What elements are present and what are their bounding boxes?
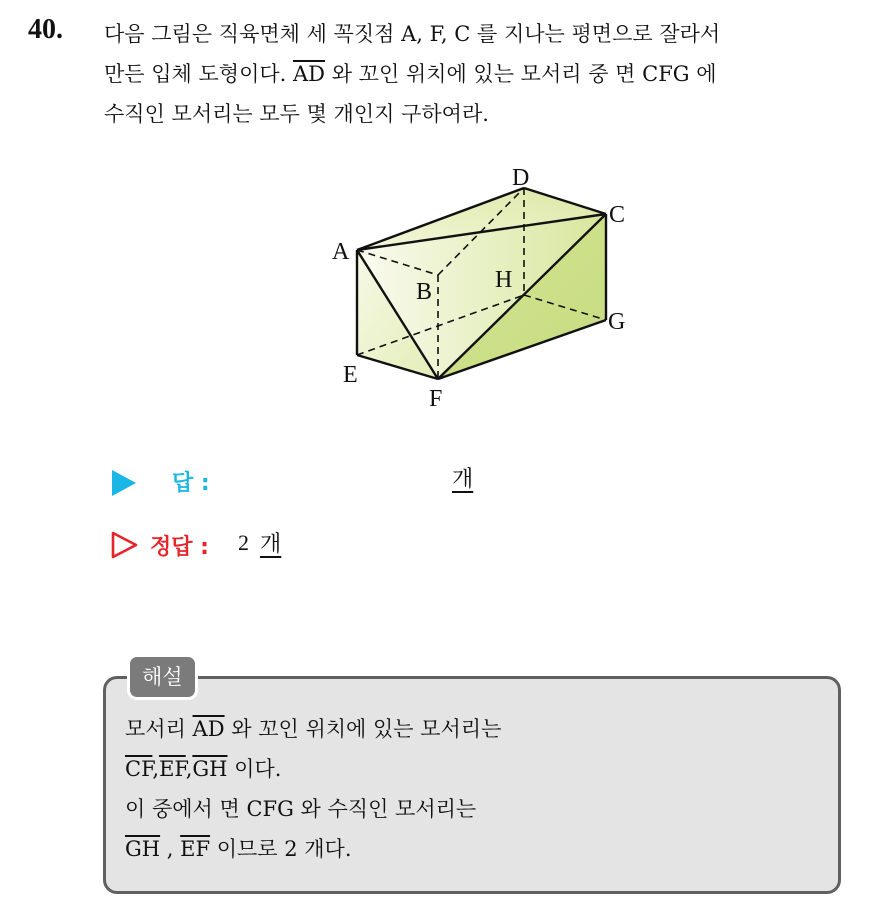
answer-label: 답 :: [172, 471, 210, 496]
question-line-1: 다음 그림은 직육면체 세 꼭짓점 A, F, C 를 지나는 평면으로 잘라서: [104, 22, 721, 46]
segment-ef: $\overline{EF}$: [159, 757, 186, 781]
segment-gh: $\overline{GH}$: [192, 757, 228, 781]
solid-figure: [320, 150, 650, 420]
question-number: 40.: [28, 14, 63, 45]
segment-ad-exp: $\overline{AD}$: [192, 717, 225, 741]
segment-gh-2: $\overline{GH}$: [125, 837, 161, 861]
answer-unit: 개: [452, 467, 474, 492]
vertex-label-c: C: [609, 202, 626, 228]
explanation-line-3: 이 중에서 면 CFG 와 수직인 모서리는: [125, 797, 477, 821]
vertex-label-h: H: [495, 267, 513, 293]
segment-ad: $\overline{AD}$: [293, 62, 326, 86]
vertex-label-d: D: [512, 165, 530, 191]
segment-cf: $\overline{CF}$: [125, 757, 153, 781]
correct-marker-icon: [110, 530, 140, 560]
question-line-2: [104, 54, 717, 94]
vertex-label-g: G: [608, 309, 626, 335]
explanation-line-2: $\overline{CF},\overline{EF},\overline{GH}$ 이다.: [125, 757, 282, 781]
question-line-2-post: 와 꼬인 위치에 있는 모서리 중 면 CFG 에: [325, 62, 717, 86]
correct-value: 2: [238, 530, 249, 555]
correct-unit: 개: [260, 532, 282, 557]
vertex-label-e: E: [343, 362, 358, 388]
vertex-label-f: F: [429, 386, 443, 412]
answer-marker-icon: [112, 470, 136, 496]
question-line-3: 수직인 모서리는 모두 몇 개인지 구하여라.: [104, 102, 489, 126]
segment-ef-2: $\overline{EF}$: [180, 837, 211, 861]
correct-label: 정답 :: [150, 535, 209, 560]
vertex-label-a: A: [332, 239, 350, 265]
explanation-tag: 해설: [127, 654, 198, 700]
vertex-label-b: B: [416, 279, 433, 305]
explanation-line-4: $\overline{GH}$ , $\overline{EF}$ 이므로 2 개다.: [125, 837, 352, 861]
question-line-2-pre: 만든 입체 도형이다.: [104, 62, 293, 86]
explanation-line-1: 모서리 $\overline{AD}$ 와 꼬인 위치에 있는 모서리는: [125, 717, 502, 741]
